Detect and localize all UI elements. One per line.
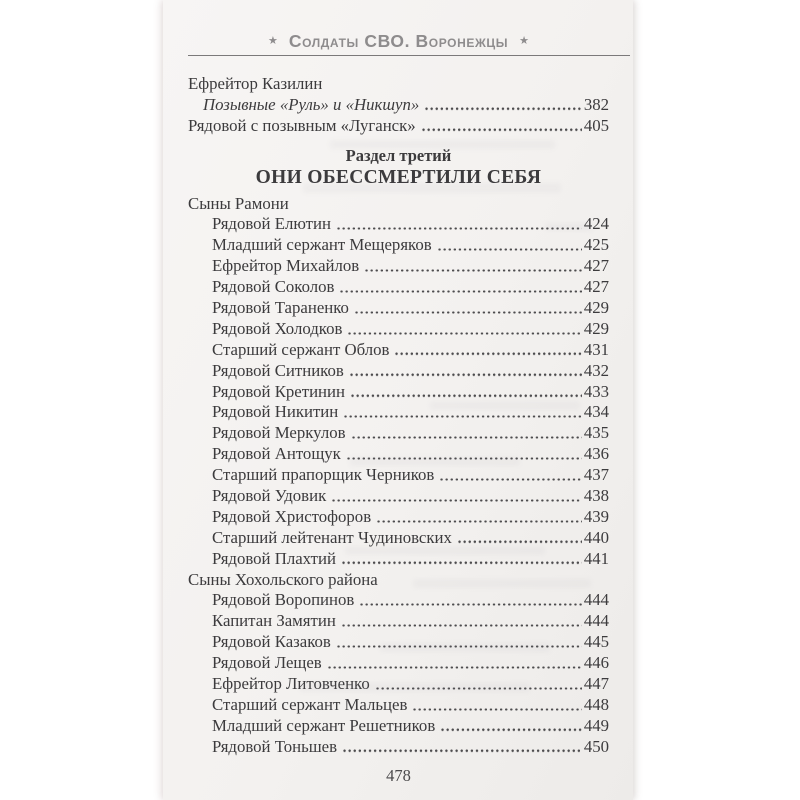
toc-entry-label: Рядовой Холодков — [212, 318, 343, 338]
toc-entry-page: 435 — [583, 423, 609, 443]
dot-leader — [457, 540, 582, 543]
toc-entry — [188, 73, 609, 94]
dot-leader — [439, 478, 581, 481]
toc-entry-page: 429 — [583, 318, 609, 338]
toc-entry-page: 427 — [583, 277, 609, 297]
toc-entry-label: Ефрейтор Михайлов — [212, 256, 360, 276]
show-through-ghost — [350, 457, 520, 466]
toc-entry — [188, 360, 609, 381]
toc-entry-label: Рядовой Лещев — [212, 653, 322, 673]
toc-entry — [188, 610, 609, 631]
toc-entry-page: 424 — [583, 214, 609, 234]
toc-entry — [188, 422, 609, 443]
show-through-ghost — [380, 643, 550, 652]
toc-entry — [188, 115, 609, 136]
table-of-contents — [188, 73, 609, 757]
dot-leader — [349, 373, 582, 376]
dot-leader — [364, 269, 582, 272]
dot-leader — [440, 728, 582, 731]
show-through-ghost — [300, 683, 530, 692]
toc-entry — [188, 485, 609, 506]
toc-entry-label: Рядовой Антощук — [212, 444, 341, 464]
toc-group-heading: Сыны Хохольского района — [188, 569, 378, 589]
toc-entry-page: 446 — [583, 653, 609, 673]
toc-entry-page: 441 — [583, 548, 609, 568]
dot-leader — [342, 749, 582, 752]
toc-entry — [188, 464, 609, 485]
toc-entry-page: 431 — [583, 339, 609, 359]
show-through-ghost — [330, 140, 555, 149]
toc-entry-label: Рядовой Воропинов — [212, 590, 355, 610]
running-header-title: Солдаты СВО. Воронежцы — [288, 31, 509, 51]
toc-entry-page: 432 — [583, 360, 609, 380]
page-number: 478 — [386, 765, 411, 785]
dot-leader — [424, 107, 582, 110]
toc-entry — [188, 694, 609, 715]
toc-entry-page: 444 — [583, 611, 609, 631]
show-through-ghost — [545, 223, 593, 231]
show-through-ghost — [413, 579, 591, 588]
show-through-ghost — [430, 401, 580, 410]
toc-entry — [188, 527, 609, 548]
dot-leader — [421, 128, 582, 131]
toc-entry-label: Рядовой Казаков — [212, 632, 331, 652]
dot-leader — [394, 352, 581, 355]
toc-entry-page: 437 — [583, 465, 609, 485]
toc-entry-page: 444 — [583, 590, 609, 610]
toc-entry-label: Младший сержант Мещеряков — [212, 235, 432, 255]
toc-entry-label: Позывные «Руль» и «Никшуп» — [203, 94, 420, 114]
toc-entry-label: Ефрейтор Литовченко — [212, 674, 370, 694]
toc-entry-page: 448 — [583, 694, 609, 714]
toc-entry-label: Старший сержант Мальцев — [212, 694, 408, 714]
toc-entry — [188, 276, 609, 297]
toc-entry-label: Рядовой Соколов — [212, 277, 335, 297]
toc-entry — [188, 297, 609, 318]
dot-leader — [351, 436, 582, 439]
toc-entry-label: Рядовой Тоньшев — [212, 736, 338, 756]
toc-pre-section — [188, 73, 609, 136]
dot-leader — [347, 332, 581, 335]
toc-entry-page: 433 — [583, 381, 609, 401]
toc-entry — [188, 94, 609, 115]
dot-leader — [341, 624, 582, 627]
section-kicker: Раздел третий — [345, 145, 452, 165]
toc-entry-label: Старший лейтенант Чудиновских — [212, 527, 452, 547]
toc-entry-label: Рядовой Никитин — [212, 402, 339, 422]
toc-entry-page: 440 — [583, 527, 609, 547]
toc-entry-page: 449 — [583, 715, 609, 735]
toc-entry-label: Капитан Замятин — [212, 611, 336, 631]
dot-leader — [412, 708, 581, 711]
section-title: ОНИ ОБЕССМЕРТИЛИ СЕБЯ — [255, 166, 542, 188]
toc-entry — [188, 381, 609, 402]
dot-leader — [343, 415, 582, 418]
toc-entry-page: 450 — [583, 736, 609, 756]
toc-entry-page: 425 — [583, 235, 609, 255]
toc-entry — [188, 506, 609, 527]
toc-entry — [188, 715, 609, 736]
book-page — [163, 0, 633, 800]
toc-entry-label: Рядовой Меркулов — [212, 423, 346, 443]
dot-leader — [437, 248, 582, 251]
toc-entry — [188, 652, 609, 673]
dot-leader — [339, 290, 581, 293]
toc-entry-label: Рядовой Елютин — [212, 214, 331, 234]
toc-entry — [188, 339, 609, 360]
toc-entry-label: Рядовой Кретинин — [212, 381, 346, 401]
toc-entry-page: 429 — [583, 298, 609, 318]
show-through-ghost — [345, 546, 545, 555]
toc-entry — [188, 590, 609, 611]
toc-entry-label: Рядовой Удовик — [212, 486, 327, 506]
dot-leader — [327, 666, 582, 669]
star-icon: ★ — [519, 35, 529, 47]
toc-entry — [188, 318, 609, 339]
toc-entry — [188, 255, 609, 276]
dot-leader — [331, 499, 582, 502]
toc-entry-page: 439 — [583, 506, 609, 526]
dot-leader — [350, 394, 582, 397]
toc-entry-page: 382 — [583, 94, 609, 114]
toc-entry-page: 434 — [583, 402, 609, 422]
toc-group-heading: Сыны Рамони — [188, 193, 289, 213]
dot-leader — [354, 311, 582, 314]
toc-groups — [188, 193, 609, 757]
toc-entry-label: Рядовой Плахтий — [212, 548, 336, 568]
toc-entry-page: 447 — [583, 674, 609, 694]
toc-entry-page: 427 — [583, 256, 609, 276]
show-through-ghost — [303, 183, 561, 193]
dot-leader — [376, 520, 582, 523]
toc-entry-page: 405 — [583, 115, 609, 135]
toc-entry-page: 436 — [583, 444, 609, 464]
dot-leader — [341, 561, 582, 564]
toc-entry-label: Рядовой с позывным «Луганск» — [188, 115, 416, 135]
header-rule — [188, 55, 630, 56]
toc-entry-label: Старший прапорщик Черников — [212, 465, 435, 485]
toc-entry — [188, 736, 609, 757]
toc-entry-label: Младший сержант Решетников — [212, 715, 436, 735]
running-header — [188, 31, 609, 52]
toc-entry-label: Старший сержант Облов — [212, 339, 390, 359]
toc-entry-page: 445 — [583, 632, 609, 652]
toc-entry — [188, 234, 609, 255]
toc-entry-label: Рядовой Христофоров — [212, 506, 372, 526]
dot-leader — [359, 603, 581, 606]
toc-entry-label: Рядовой Ситников — [212, 360, 344, 380]
star-icon: ★ — [268, 35, 278, 47]
toc-entry-label: Рядовой Тараненко — [212, 298, 349, 318]
toc-entry-label: Ефрейтор Казилин — [188, 73, 323, 93]
toc-entry-page: 438 — [583, 486, 609, 506]
